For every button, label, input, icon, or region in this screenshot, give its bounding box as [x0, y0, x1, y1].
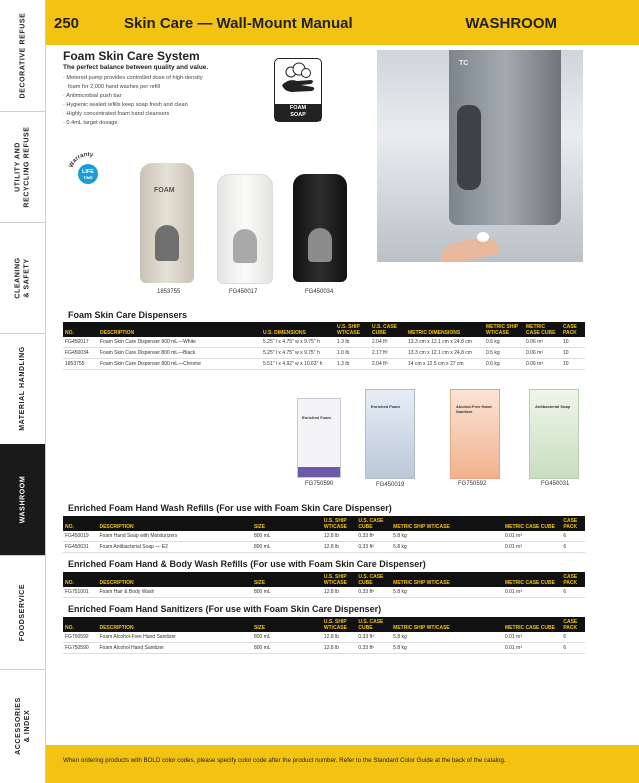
push-bar — [155, 225, 179, 261]
tab-utility-recycling-refuse[interactable]: UTILITY AND RECYCLING REFUSE — [0, 111, 45, 223]
push-bar — [308, 228, 332, 262]
col-header: U.S. SHIP WT/CASE — [335, 322, 370, 337]
col-header: U.S. SHIP WT/CASE — [322, 617, 356, 632]
product-label: 1853755 — [157, 289, 181, 295]
dispensers-table — [63, 322, 585, 370]
dispenser-in-use-photo — [377, 50, 583, 262]
refill-box-image: Enriched Foam — [365, 389, 415, 479]
system-heading: Foam Skin Care System — [63, 49, 200, 63]
feature-item: · Hygienic sealed refills keep soap fresh and clean — [63, 101, 203, 110]
table-row: FG751001 Foam Hair & Body Wash 800 mL 12.8 lb 0.33 ft³ 5.8 kg 0.01 m³ 6 — [63, 587, 585, 598]
section-sidebar — [0, 0, 46, 783]
warranty-life-text: LIFE — [82, 169, 94, 175]
col-header: NO. — [63, 322, 98, 337]
product-label: FG450031 — [541, 481, 570, 487]
col-header: CASE PACK — [561, 322, 585, 337]
body-wash-table-title: Enriched Foam Hand & Body Wash Refills (For use with Foam Skin Care Dispenser) — [68, 559, 426, 569]
col-header: METRIC CASE CUBE — [503, 572, 561, 587]
black-dispenser-image — [293, 174, 347, 282]
sanitizers-table — [63, 617, 585, 654]
warranty-badge — [68, 150, 108, 186]
push-bar — [233, 229, 257, 263]
col-header: CASE PACK — [561, 516, 585, 531]
table-row: FG750590 Foam Alcohol Hand Sanitizer 800 mL 12.8 lb 0.33 ft³ 5.8 kg 0.01 m³ 6 — [63, 643, 585, 654]
col-header: METRIC SHIP WT/CASE — [391, 572, 503, 587]
col-header: CASE PACK — [561, 572, 585, 587]
tab-cleaning-safety[interactable]: CLEANING & SAFETY — [0, 222, 45, 334]
product-label: FG450017 — [229, 289, 258, 295]
refills-table-title: Enriched Foam Hand Wash Refills (For use with Foam Skin Care Dispenser) — [68, 503, 392, 513]
feature-list — [63, 74, 203, 128]
tab-accessories-index[interactable]: ACCESSORIES & INDEX — [14, 697, 31, 755]
antibacterial-box-image: Antibacterial Soap — [529, 389, 579, 479]
feature-item: · Metered pump provides controlled dose of high-density — [63, 74, 203, 83]
tab-decorative-refuse[interactable]: DECORATIVE REFUSE — [0, 0, 45, 112]
col-header: METRIC DIMENSIONS — [406, 322, 484, 337]
col-header: U.S. CASE CUBE — [356, 516, 391, 531]
sanitizer-box-image: Alcohol-Free Hand Sanitizer — [450, 389, 500, 479]
tab-foodservice[interactable]: FOODSERVICE — [0, 555, 45, 670]
col-header: SIZE — [252, 617, 322, 632]
table-row: 1853755 Foam Skin Care Dispenser 800 mL—Chrome 5.51" l x 4.92" w x 10.63" h 1.3 lb 2.04 ft³ 14 cm x 12.5 cm x 27 cm 0.6 kg 0.06 m³ 10 — [63, 359, 585, 370]
col-header: U.S. CASE CUBE — [356, 617, 391, 632]
col-header: METRIC CASE CUBE — [524, 322, 561, 337]
feature-item: · 0.4mL target dosage — [63, 119, 203, 128]
page-title: Skin Care — Wall-Mount Manual — [124, 15, 353, 32]
system-tagline: The perfect balance between quality and value. — [63, 64, 209, 71]
hand-foam-icon — [275, 59, 321, 103]
refills-table — [63, 516, 585, 553]
table-row: FG450017 Foam Skin Care Dispenser 800 mL—White 5.25" l x 4.75" w x 9.75" h 1.3 lb 2.04 ft³ 13.3 cm x 12.1 cm x 24.8 cm 0.6 kg 0.06 m³ 10 — [63, 337, 585, 348]
page-number: 250 — [54, 15, 80, 32]
col-header: SIZE — [252, 572, 322, 587]
page-footer — [46, 745, 639, 783]
color-code-note: When ordering products with BOLD color codes, please specify color code after the product number. Refer to the Standard Color Guide at the back of the catalog. — [63, 757, 506, 764]
table-row: FG750592 Foam Alcohol-Free Hand Sanitizer 800 mL 12.8 lb 0.33 ft³ 5.8 kg 0.01 m³ 6 — [63, 632, 585, 643]
section-name: WASHROOM — [465, 15, 557, 32]
tab-washroom[interactable]: WASHROOM — [0, 444, 45, 556]
col-header: DESCRIPTION — [97, 572, 251, 587]
tab-material-handling[interactable]: MATERIAL HANDLING — [0, 333, 45, 445]
page-header — [46, 0, 639, 45]
wall-dispenser: TC — [449, 50, 561, 225]
col-header: CASE PACK — [561, 617, 585, 632]
warranty-time-text: TIME — [83, 175, 93, 180]
col-header: U.S. SHIP WT/CASE — [322, 572, 356, 587]
table-row: FG450019 Foam Hand Soap with Moisturizers 800 mL 12.8 lb 0.33 ft³ 5.8 kg 0.01 m³ 6 — [63, 531, 585, 542]
col-header: METRIC SHIP WT/CASE — [391, 516, 503, 531]
col-header: METRIC CASE CUBE — [503, 617, 561, 632]
foam-soap-icon — [274, 58, 322, 122]
foam — [477, 232, 489, 242]
col-header: DESCRIPTION — [97, 617, 251, 632]
col-header: METRIC SHIP WT/CASE — [391, 617, 503, 632]
feature-item: · Antimicrobial push bar — [63, 92, 203, 101]
col-header: DESCRIPTION — [98, 322, 261, 337]
col-header: NO. — [63, 516, 97, 531]
col-header: DESCRIPTION — [97, 516, 251, 531]
warranty-arc-text: Warranty — [68, 151, 94, 169]
table-row: FG450034 Foam Skin Care Dispenser 800 mL—Black 5.25" l x 4.75" w x 9.75" h 1.0 lb 2.17 ft³ 13.3 cm x 12.1 cm x 24.8 cm 0.5 kg 0.06 m³ 10 — [63, 348, 585, 359]
sanitizers-table-title: Enriched Foam Hand Sanitizers (For use with Foam Skin Care Dispenser) — [68, 604, 382, 614]
body-wash-table — [63, 572, 585, 598]
col-header: METRIC SHIP WT/CASE — [484, 322, 524, 337]
feature-item: foam for 2,000 hand washes per refill — [68, 84, 161, 90]
table-row: FG450031 Foam Antibacterial Soap — E2 800 mL 12.8 lb 0.33 ft³ 5.8 kg 0.01 m³ 6 — [63, 542, 585, 553]
product-label: FG750592 — [458, 481, 487, 487]
col-header: NO. — [63, 617, 97, 632]
product-label: FG450034 — [305, 289, 334, 295]
col-header: U.S. CASE CUBE — [356, 572, 391, 587]
product-label: FG450019 — [376, 482, 405, 488]
hand — [438, 234, 501, 262]
col-header: METRIC CASE CUBE — [503, 516, 561, 531]
col-header: U.S. CASE CUBE — [370, 322, 406, 337]
col-header: NO. — [63, 572, 97, 587]
refill-bottle-image: Enriched Foam — [297, 398, 341, 478]
white-dispenser-image — [217, 174, 273, 284]
feature-item: · Highly concentrated foam hand cleansers — [63, 110, 203, 119]
product-label: FG750590 — [305, 481, 334, 487]
col-header: SIZE — [252, 516, 322, 531]
col-header: U.S. DIMENSIONS — [261, 322, 335, 337]
dispensers-table-title: Foam Skin Care Dispensers — [68, 310, 188, 320]
foam-soap-label: FOAM SOAP — [275, 104, 321, 121]
col-header: U.S. SHIP WT/CASE — [322, 516, 356, 531]
chrome-dispenser-image: FOAM — [140, 163, 194, 283]
